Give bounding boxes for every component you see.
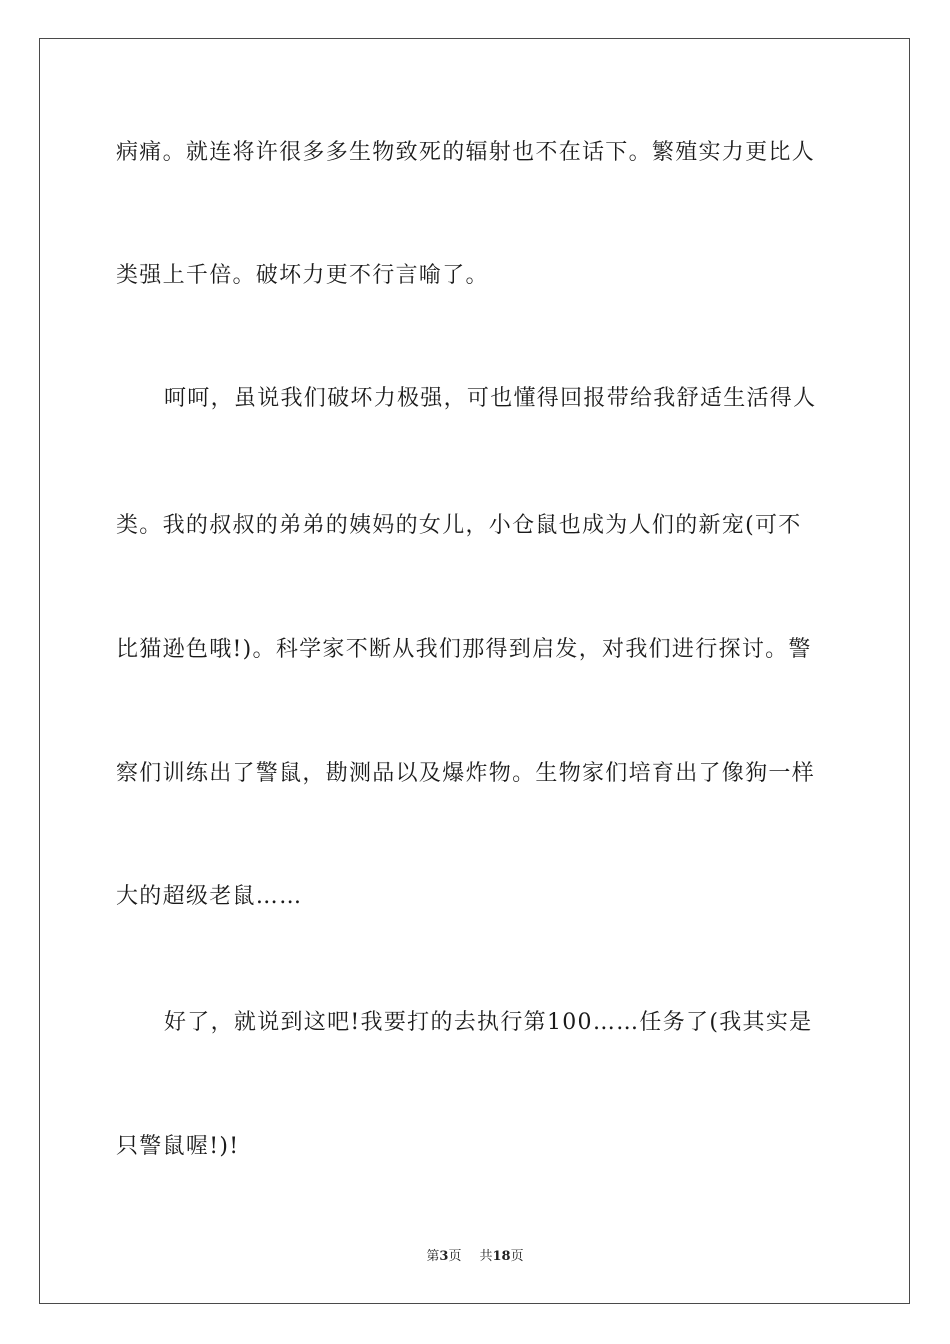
page-border — [39, 38, 910, 1304]
text-line: 大的超级老鼠…… — [116, 884, 303, 909]
page-number: 3 — [439, 1249, 449, 1264]
text-line: 只警鼠喔!)! — [116, 1134, 240, 1159]
total-suffix: 页 — [510, 1249, 524, 1264]
total-prefix: 共 — [479, 1249, 493, 1264]
text-line: 类强上千倍。破坏力更不行言喻了。 — [116, 263, 489, 288]
paragraph-start-line: 呵呵，虽说我们破坏力极强，可也懂得回报带给我舒适生活得人 — [164, 386, 817, 411]
total-pages: 18 — [492, 1249, 511, 1264]
paragraph-start-line: 好了，就说到这吧!我要打的去执行第100……任务了(我其实是 — [164, 1010, 813, 1035]
page-footer — [0, 1249, 950, 1265]
text-line: 病痛。就连将许很多多生物致死的辐射也不在话下。繁殖实力更比人 — [116, 140, 816, 165]
page-prefix: 第 — [426, 1249, 440, 1264]
page-suffix: 页 — [448, 1249, 462, 1264]
text-line: 察们训练出了警鼠，勘测品以及爆炸物。生物家们培育出了像狗一样 — [116, 761, 816, 786]
text-line: 比猫逊色哦!)。科学家不断从我们那得到启发，对我们进行探讨。警 — [116, 637, 812, 662]
text-line: 类。我的叔叔的弟弟的姨妈的女儿，小仓鼠也成为人们的新宠(可不 — [116, 513, 802, 538]
